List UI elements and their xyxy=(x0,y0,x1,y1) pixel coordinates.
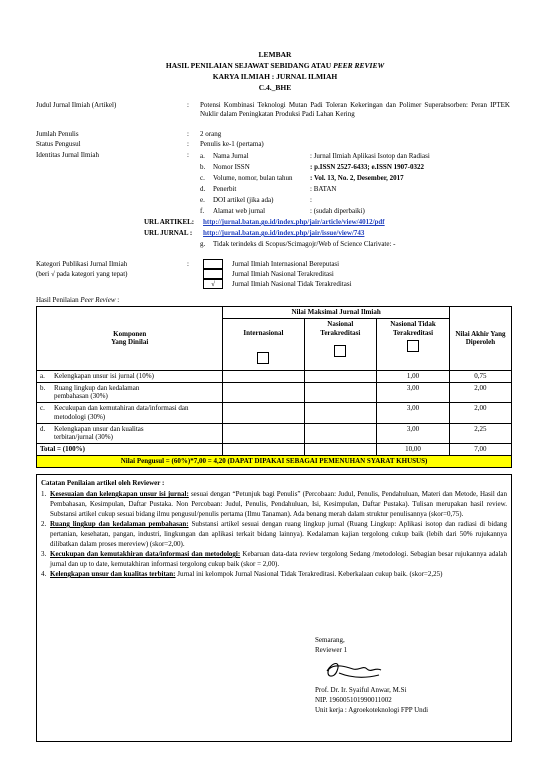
title-label: Judul Jurnal Ilmiah (Artikel) xyxy=(36,101,117,109)
status-sep: : xyxy=(187,140,189,148)
header-komponen: Komponen Yang Dinilai xyxy=(37,307,223,371)
url-jurnal-label: URL JURNAL : xyxy=(144,229,193,237)
row-akhir: 0,75 xyxy=(449,370,511,382)
kategori-checkbox-nasional-tidak-terakreditasi[interactable] xyxy=(203,279,223,289)
table-row xyxy=(37,370,512,382)
url-artikel-link[interactable]: http://jurnal.batan.go.id/index.php/jair/article/view/4012/pdf xyxy=(203,218,385,226)
header-code: C.4._BHE xyxy=(258,83,292,92)
index-letter: g. xyxy=(200,240,206,248)
reviewer-nip: NIP. 196005101990011002 xyxy=(315,696,392,704)
identity-sep: : xyxy=(187,151,189,159)
identity-row: c. Volume, nomor, bulan tahun : Vol. 13, No. 2, Desember, 2017 xyxy=(200,174,404,182)
reviewer-unit: Unit kerja : Agroekoteknologi FPP Undi xyxy=(315,706,429,714)
header-karya: KARYA ILMIAH : JURNAL ILMIAH xyxy=(212,72,338,81)
table-row xyxy=(37,382,512,403)
identity-row: b. Nomor ISSN : p.ISSN 2527-6433; e.ISSN 1907-0322 xyxy=(200,163,424,171)
identity-row: f. Alamat web jurnal : (sudah diperbaiki) xyxy=(200,207,365,215)
hasil-label: Hasil Penilaian Peer Review : xyxy=(36,296,120,304)
note-item: 4. Kelengkapan unsur dan kualitas terbitan: Jurnal ini kelompok Jurnal Nasional Tidak Terakreditasi. Keberkalaan cukup baik. (skor=2,25) xyxy=(41,570,443,578)
notes-title: Catatan Penilaian artikel oleh Reviewer : xyxy=(41,479,165,487)
title-sep: : xyxy=(187,101,189,109)
signature-image xyxy=(319,657,389,683)
checkbox-nasional[interactable] xyxy=(334,345,346,357)
url-jurnal-link[interactable]: http://jurnal.batan.go.id/index.php/jair/issue/view/743 xyxy=(203,229,365,237)
table-row xyxy=(37,403,512,424)
total-max: 10,00 xyxy=(377,444,450,456)
kategori-label: Kategori Publikasi Jurnal Ilmiah xyxy=(36,260,128,268)
journal-identity-list xyxy=(200,151,510,217)
row-akhir: 2,00 xyxy=(449,403,511,424)
sign-role: Reviewer 1 xyxy=(315,646,348,654)
sign-place: Semarang, xyxy=(315,636,345,644)
header-nilai-akhir: Nilai Akhir Yang Diperoleh xyxy=(449,307,511,371)
note-item: 2. Ruang lingkup dan kedalaman pembahasan: Substansi artikel sesuai dengan ruang lingkup jurnal (Ruang Lingkup: Aplikasi isotop dan radiasi di bidang pertanian, kesehatan, pangan, industri, lingkungan dan aplikasi terkait bidang lainnya). Kedalaman kajian tergolong cukup baik (lebih dari 50% rujukannya dilibatkan dalam proses mereview) (skor=2,00). xyxy=(41,520,507,548)
identity-row: a. Nama Jurnal : Jurnal Ilmiah Aplikasi Isotop dan Radiasi xyxy=(200,152,430,160)
row-label: a. Kelengkapan unsur isi jurnal (10%) xyxy=(37,370,223,382)
nilai-pengusul: Nilai Pengusul = (60%)*7,00 = 4,20 (DAPAT DIPAKAI SEBAGAI PEMENUHAN SYARAT KHUSUS) xyxy=(37,455,512,467)
row-max: 1,00 xyxy=(377,370,450,382)
index-status: Tidak terindeks di Scopus/Scimagojr/Web of Science Clarivate: - xyxy=(213,240,396,248)
row-label: b. Ruang lingkup dan kedalaman pembahasan (30%) xyxy=(37,382,223,403)
nilai-pengusul-row xyxy=(37,455,512,467)
total-akhir: 7,00 xyxy=(449,444,511,456)
table-row xyxy=(37,423,512,444)
header-subtitle: HASIL PENILAIAN SEJAWAT SEBIDANG ATAU PEER REVIEW xyxy=(165,61,385,70)
note-item: 3. Kecukupan dan kemutakhiran data/informasi dan metodologi: Kebaruan data-data review tergolong Sedang /metodologi. Sebagian besar rujukannya adalah jurnal dan up to date, kemutakhiran informasi tergolong cukup baik (skor = 2,00). xyxy=(41,550,507,568)
total-label: Total = (100%) xyxy=(37,444,223,456)
row-label: c. Kecukupan dan kemutahiran data/informasi dan metodologi (30%) xyxy=(37,403,223,424)
kategori-option-internasional: Jurnal Ilmiah Internasional Bereputasi xyxy=(232,260,340,268)
kategori-hint: (beri √ pada kategori yang tepat) xyxy=(36,270,128,278)
identity-row: e. DOI artikel (jika ada) : xyxy=(200,196,312,204)
authors-value: 2 orang xyxy=(200,130,222,138)
identity-label: Identitas Jurnal Ilmiah xyxy=(36,151,99,159)
signature-block xyxy=(315,635,428,715)
document-header xyxy=(0,49,550,93)
reviewer-name: Prof. Dr. Ir. Syaiful Anwar, M.Si xyxy=(315,686,407,694)
row-akhir: 2,25 xyxy=(449,423,511,444)
reviewer-notes xyxy=(36,474,512,742)
checkbox-nasional-tidak[interactable] xyxy=(407,340,419,352)
article-title: Potensi Kombinasi Teknologi Mutan Padi Toleran Kekeringan dan Polimer Superabsorben: Peran IPTEK Nuklir dalam Peningkatan Produksi Padi Lahan Kering xyxy=(200,101,510,118)
status-label: Status Pengusul xyxy=(36,140,81,148)
header-nilai-maksimal: Nilai Maksimal Jurnal Ilmiah xyxy=(223,307,449,319)
authors-sep: : xyxy=(187,130,189,138)
header-internasional: Internasional xyxy=(223,318,304,370)
kategori-option-nasional-tidak-terakreditasi: Jurnal Ilmiah Nasional Tidak Terakreditasi xyxy=(232,280,352,288)
kategori-option-nasional-terakreditasi: Jurnal Ilmiah Nasional Terakreditasi xyxy=(232,270,334,278)
kategori-checkbox-internasional[interactable] xyxy=(203,259,223,269)
checkbox-internasional[interactable] xyxy=(257,352,269,364)
row-akhir: 2,00 xyxy=(449,382,511,403)
header-nasional-tidak-terakreditasi: Nasional Tidak Terakreditasi xyxy=(377,318,450,370)
score-table xyxy=(36,306,512,468)
row-max: 3,00 xyxy=(377,403,450,424)
url-artikel-label: URL ARTIKEL: xyxy=(144,218,195,226)
row-max: 3,00 xyxy=(377,423,450,444)
header-nasional-terakreditasi: Nasional Terakreditasi xyxy=(304,318,377,370)
header-title: LEMBAR xyxy=(258,50,292,59)
authors-label: Jumlah Penulis xyxy=(36,130,79,138)
row-max: 3,00 xyxy=(377,382,450,403)
total-row xyxy=(37,444,512,456)
kategori-sep: : xyxy=(187,260,189,268)
check-mark: √ xyxy=(211,280,215,288)
row-label: d. Kelengkapan unsur dan kualitas terbitan/jurnal (30%) xyxy=(37,423,223,444)
status-value: Penulis ke-1 (pertama) xyxy=(200,140,264,148)
note-item: 1. Kesesuaian dan kelengkapan unsur isi jurnal: sesuai dengan “Petunjuk bagi Penulis” (Percobaan: Judul, Penulis, Pendahuluan, Materi dan Metode, Hasil dan Pembahasan, Kesimpulan, Daftar Pustaka. Non Percobaan: Judul, Penulis, Pendahuluan, Isi, Kesimpulan, Daftar Pustaka). Tulisan merupakan hasil review. Substansi artikel cukup sesuai bidang ilmu pengusul/penulis pertama (Ilmu Tanaman). Ada benang merah dalam struktur penulisannya (skor=0,75). xyxy=(41,490,507,518)
identity-row: d. Penerbit : BATAN xyxy=(200,185,337,193)
kategori-checkbox-nasional-terakreditasi[interactable] xyxy=(203,269,223,279)
